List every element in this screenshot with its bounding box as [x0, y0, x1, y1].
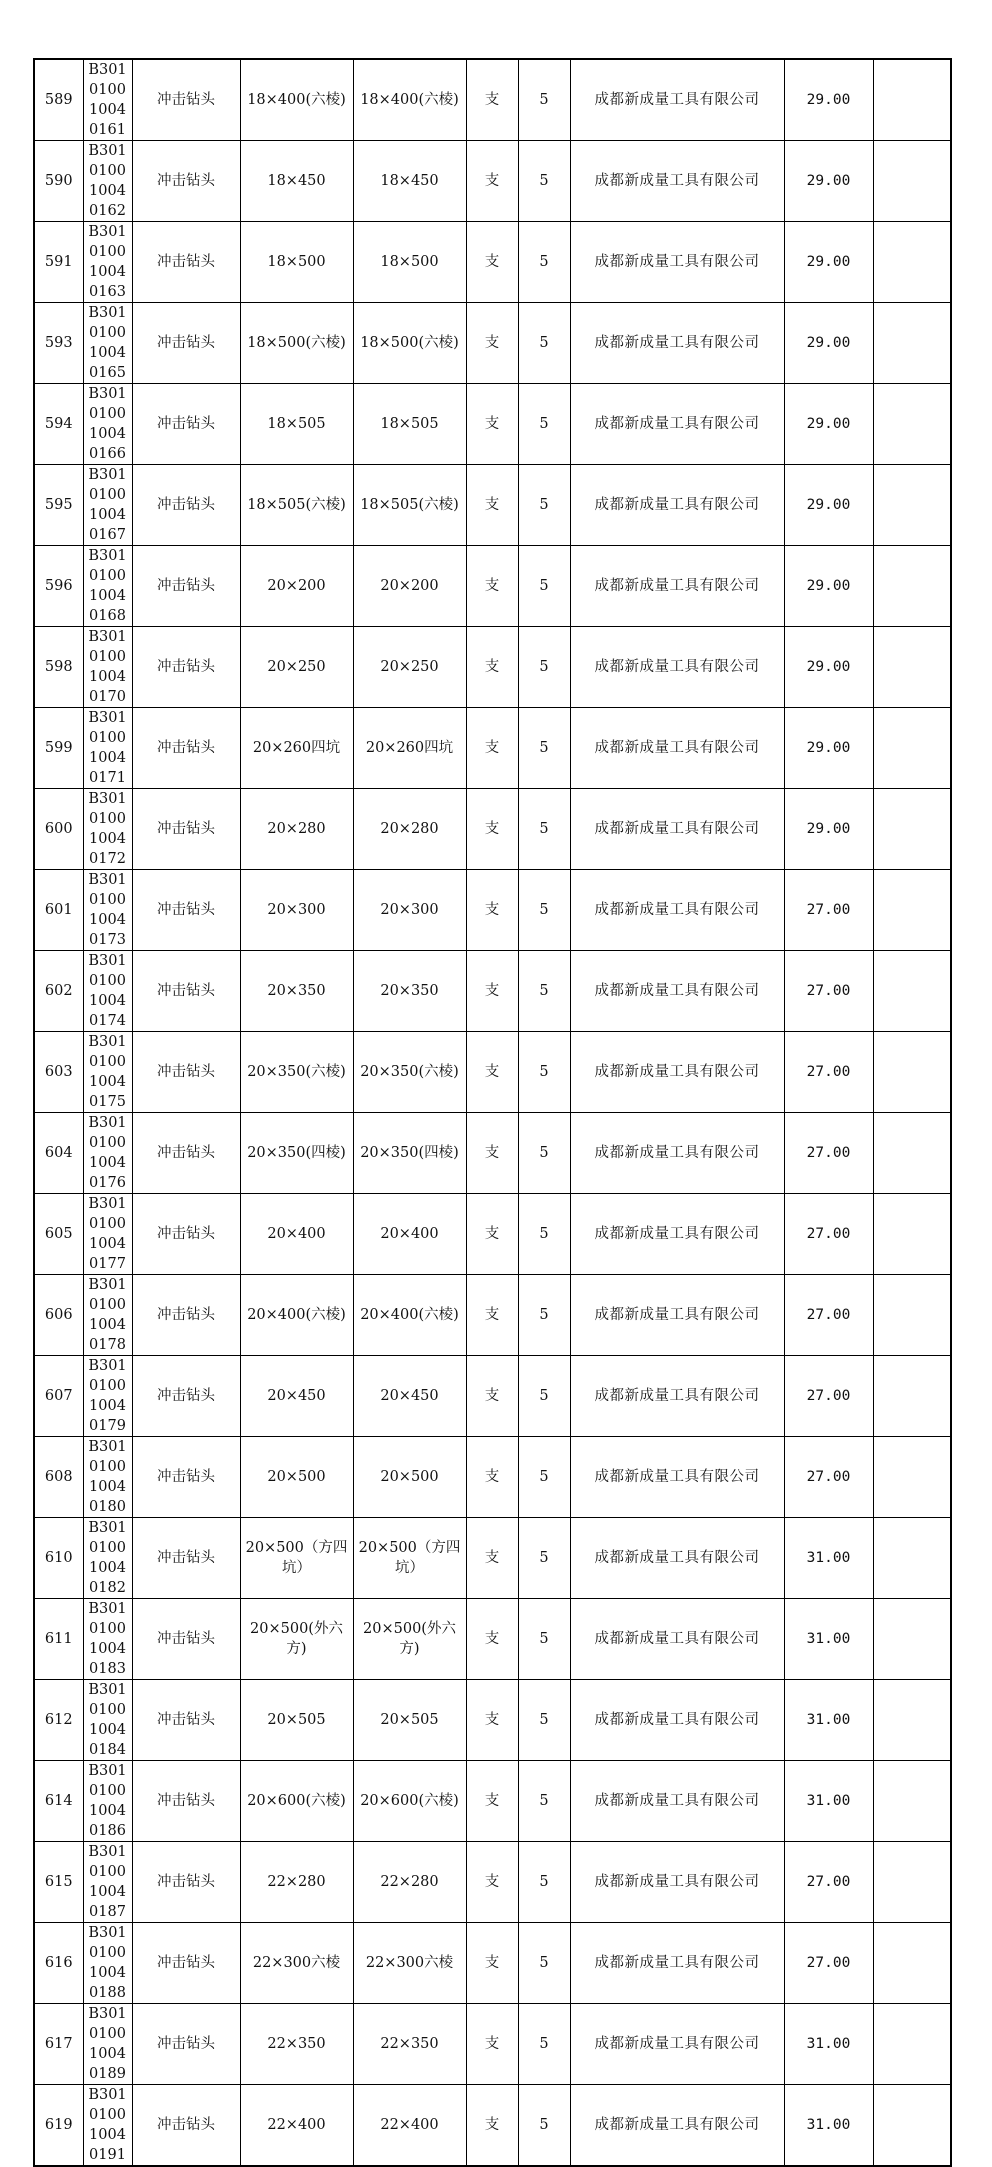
quantity-cell: 5: [518, 2004, 570, 2085]
table-row: [34, 1194, 951, 1275]
product-name-cell: 冲击钻头: [132, 1356, 240, 1437]
price-cell: 29.00: [784, 465, 873, 546]
price-cell: 29.00: [784, 708, 873, 789]
supplier-cell: 成都新成量工具有限公司: [570, 951, 784, 1032]
quantity-cell: 5: [518, 222, 570, 303]
product-name-cell: 冲击钻头: [132, 465, 240, 546]
model-cell: 20×500: [353, 1437, 466, 1518]
model-cell: 20×350: [353, 951, 466, 1032]
row-number-cell: 610: [34, 1518, 83, 1599]
row-number-cell: 601: [34, 870, 83, 951]
table-row: [34, 1275, 951, 1356]
row-number-cell: 615: [34, 1842, 83, 1923]
supplier-cell: 成都新成量工具有限公司: [570, 222, 784, 303]
supplier-cell: 成都新成量工具有限公司: [570, 546, 784, 627]
quantity-cell: 5: [518, 2085, 570, 2167]
material-code-cell: B301010010040171: [83, 708, 132, 789]
unit-cell: 支: [466, 1599, 518, 1680]
material-code-cell: B301010010040177: [83, 1194, 132, 1275]
price-cell: 29.00: [784, 141, 873, 222]
model-cell: 22×300六棱: [353, 1923, 466, 2004]
supplier-cell: 成都新成量工具有限公司: [570, 1356, 784, 1437]
material-code-cell: B301010010040187: [83, 1842, 132, 1923]
model-cell: 18×500(六棱): [353, 303, 466, 384]
table-row: [34, 546, 951, 627]
remarks-cell: [873, 1599, 951, 1680]
unit-cell: 支: [466, 1275, 518, 1356]
remarks-cell: [873, 1761, 951, 1842]
remarks-cell: [873, 951, 951, 1032]
unit-cell: 支: [466, 1842, 518, 1923]
table-row: [34, 1680, 951, 1761]
remarks-cell: [873, 1194, 951, 1275]
table-row: [34, 1599, 951, 1680]
remarks-cell: [873, 303, 951, 384]
product-name-cell: 冲击钻头: [132, 1680, 240, 1761]
supplier-cell: 成都新成量工具有限公司: [570, 2085, 784, 2167]
remarks-cell: [873, 1275, 951, 1356]
material-code-cell: B301010010040176: [83, 1113, 132, 1194]
row-number-cell: 612: [34, 1680, 83, 1761]
quantity-cell: 5: [518, 384, 570, 465]
remarks-cell: [873, 222, 951, 303]
product-name-cell: 冲击钻头: [132, 1518, 240, 1599]
material-code-cell: B301010010040182: [83, 1518, 132, 1599]
product-name-cell: 冲击钻头: [132, 303, 240, 384]
product-name-cell: 冲击钻头: [132, 870, 240, 951]
product-name-cell: 冲击钻头: [132, 1761, 240, 1842]
material-code-cell: B301010010040162: [83, 141, 132, 222]
table-row: [34, 384, 951, 465]
specification-cell: 20×500: [240, 1437, 353, 1518]
specification-cell: 20×400(六棱): [240, 1275, 353, 1356]
model-cell: 20×450: [353, 1356, 466, 1437]
material-code-cell: B301010010040180: [83, 1437, 132, 1518]
table-row: [34, 1761, 951, 1842]
material-code-cell: B301010010040189: [83, 2004, 132, 2085]
unit-cell: 支: [466, 2004, 518, 2085]
supplier-cell: 成都新成量工具有限公司: [570, 1032, 784, 1113]
price-cell: 27.00: [784, 1356, 873, 1437]
specification-cell: 20×350: [240, 951, 353, 1032]
quantity-cell: 5: [518, 1275, 570, 1356]
specification-cell: 22×350: [240, 2004, 353, 2085]
price-cell: 29.00: [784, 546, 873, 627]
specification-cell: 20×260四坑: [240, 708, 353, 789]
price-cell: 27.00: [784, 1923, 873, 2004]
unit-cell: 支: [466, 1923, 518, 2004]
quantity-cell: 5: [518, 870, 570, 951]
quantity-cell: 5: [518, 1032, 570, 1113]
unit-cell: 支: [466, 1761, 518, 1842]
price-cell: 27.00: [784, 1275, 873, 1356]
price-cell: 27.00: [784, 870, 873, 951]
row-number-cell: 591: [34, 222, 83, 303]
material-code-cell: B301010010040173: [83, 870, 132, 951]
material-code-cell: B301010010040174: [83, 951, 132, 1032]
supplier-cell: 成都新成量工具有限公司: [570, 384, 784, 465]
supplier-cell: 成都新成量工具有限公司: [570, 1437, 784, 1518]
product-name-cell: 冲击钻头: [132, 1923, 240, 2004]
remarks-cell: [873, 708, 951, 789]
product-name-cell: 冲击钻头: [132, 1842, 240, 1923]
model-cell: 20×500(外六方): [353, 1599, 466, 1680]
row-number-cell: 616: [34, 1923, 83, 2004]
specification-cell: 20×250: [240, 627, 353, 708]
model-cell: 20×280: [353, 789, 466, 870]
supplier-cell: 成都新成量工具有限公司: [570, 1518, 784, 1599]
table-row: [34, 222, 951, 303]
price-cell: 31.00: [784, 1518, 873, 1599]
material-code-cell: B301010010040175: [83, 1032, 132, 1113]
unit-cell: 支: [466, 465, 518, 546]
remarks-cell: [873, 1356, 951, 1437]
quantity-cell: 5: [518, 1842, 570, 1923]
table-row: [34, 2085, 951, 2167]
supplier-cell: 成都新成量工具有限公司: [570, 1842, 784, 1923]
remarks-cell: [873, 1923, 951, 2004]
specification-cell: 18×450: [240, 141, 353, 222]
row-number-cell: 619: [34, 2085, 83, 2167]
material-code-cell: B301010010040183: [83, 1599, 132, 1680]
quantity-cell: 5: [518, 59, 570, 141]
product-name-cell: 冲击钻头: [132, 951, 240, 1032]
product-name-cell: 冲击钻头: [132, 546, 240, 627]
remarks-cell: [873, 59, 951, 141]
unit-cell: 支: [466, 708, 518, 789]
remarks-cell: [873, 2085, 951, 2167]
unit-cell: 支: [466, 384, 518, 465]
table-row: [34, 59, 951, 141]
row-number-cell: 599: [34, 708, 83, 789]
supplier-cell: 成都新成量工具有限公司: [570, 59, 784, 141]
price-cell: 31.00: [784, 1599, 873, 1680]
specification-cell: 20×350(六棱): [240, 1032, 353, 1113]
specification-cell: 18×400(六棱): [240, 59, 353, 141]
specification-cell: 18×500: [240, 222, 353, 303]
product-name-cell: 冲击钻头: [132, 2004, 240, 2085]
unit-cell: 支: [466, 1518, 518, 1599]
supplier-cell: 成都新成量工具有限公司: [570, 1194, 784, 1275]
material-code-cell: B301010010040172: [83, 789, 132, 870]
unit-cell: 支: [466, 303, 518, 384]
unit-cell: 支: [466, 951, 518, 1032]
material-code-cell: B301010010040161: [83, 59, 132, 141]
table-row: [34, 1518, 951, 1599]
supplier-cell: 成都新成量工具有限公司: [570, 789, 784, 870]
quantity-cell: 5: [518, 708, 570, 789]
quantity-cell: 5: [518, 1923, 570, 2004]
model-cell: 18×400(六棱): [353, 59, 466, 141]
specification-cell: 20×500（方四坑）: [240, 1518, 353, 1599]
table-row: [34, 627, 951, 708]
supplier-cell: 成都新成量工具有限公司: [570, 303, 784, 384]
supplier-cell: 成都新成量工具有限公司: [570, 1680, 784, 1761]
model-cell: 18×500: [353, 222, 466, 303]
row-number-cell: 602: [34, 951, 83, 1032]
row-number-cell: 598: [34, 627, 83, 708]
specification-cell: 18×505: [240, 384, 353, 465]
material-code-cell: B301010010040188: [83, 1923, 132, 2004]
quantity-cell: 5: [518, 1194, 570, 1275]
quantity-cell: 5: [518, 1761, 570, 1842]
table-row: [34, 465, 951, 546]
table-row: [34, 1437, 951, 1518]
quantity-cell: 5: [518, 789, 570, 870]
model-cell: 18×505: [353, 384, 466, 465]
row-number-cell: 608: [34, 1437, 83, 1518]
model-cell: 20×350(四棱): [353, 1113, 466, 1194]
product-name-cell: 冲击钻头: [132, 141, 240, 222]
model-cell: 20×400: [353, 1194, 466, 1275]
unit-cell: 支: [466, 141, 518, 222]
row-number-cell: 593: [34, 303, 83, 384]
product-name-cell: 冲击钻头: [132, 789, 240, 870]
supplier-cell: 成都新成量工具有限公司: [570, 2004, 784, 2085]
supplier-cell: 成都新成量工具有限公司: [570, 708, 784, 789]
material-code-cell: B301010010040191: [83, 2085, 132, 2167]
remarks-cell: [873, 1518, 951, 1599]
product-name-cell: 冲击钻头: [132, 1599, 240, 1680]
model-cell: 20×505: [353, 1680, 466, 1761]
model-cell: 20×600(六棱): [353, 1761, 466, 1842]
model-cell: 22×350: [353, 2004, 466, 2085]
price-cell: 29.00: [784, 222, 873, 303]
price-cell: 29.00: [784, 789, 873, 870]
row-number-cell: 596: [34, 546, 83, 627]
quantity-cell: 5: [518, 1680, 570, 1761]
supplier-cell: 成都新成量工具有限公司: [570, 870, 784, 951]
price-table: [33, 58, 952, 2167]
remarks-cell: [873, 546, 951, 627]
specification-cell: 20×505: [240, 1680, 353, 1761]
specification-cell: 20×600(六棱): [240, 1761, 353, 1842]
model-cell: 20×400(六棱): [353, 1275, 466, 1356]
unit-cell: 支: [466, 59, 518, 141]
table-row: [34, 708, 951, 789]
table-row: [34, 141, 951, 222]
row-number-cell: 603: [34, 1032, 83, 1113]
unit-cell: 支: [466, 627, 518, 708]
price-cell: 31.00: [784, 2004, 873, 2085]
model-cell: 20×500（方四坑）: [353, 1518, 466, 1599]
model-cell: 20×250: [353, 627, 466, 708]
price-cell: 31.00: [784, 1761, 873, 1842]
remarks-cell: [873, 465, 951, 546]
product-name-cell: 冲击钻头: [132, 627, 240, 708]
product-name-cell: 冲击钻头: [132, 59, 240, 141]
quantity-cell: 5: [518, 627, 570, 708]
material-code-cell: B301010010040165: [83, 303, 132, 384]
specification-cell: 18×505(六棱): [240, 465, 353, 546]
supplier-cell: 成都新成量工具有限公司: [570, 1761, 784, 1842]
specification-cell: 22×400: [240, 2085, 353, 2167]
row-number-cell: 617: [34, 2004, 83, 2085]
row-number-cell: 614: [34, 1761, 83, 1842]
remarks-cell: [873, 789, 951, 870]
product-name-cell: 冲击钻头: [132, 1194, 240, 1275]
table-row: [34, 1113, 951, 1194]
quantity-cell: 5: [518, 1356, 570, 1437]
specification-cell: 20×280: [240, 789, 353, 870]
row-number-cell: 606: [34, 1275, 83, 1356]
unit-cell: 支: [466, 1032, 518, 1113]
remarks-cell: [873, 2004, 951, 2085]
quantity-cell: 5: [518, 1518, 570, 1599]
model-cell: 20×350(六棱): [353, 1032, 466, 1113]
price-cell: 27.00: [784, 1113, 873, 1194]
model-cell: 20×300: [353, 870, 466, 951]
specification-cell: 20×350(四棱): [240, 1113, 353, 1194]
quantity-cell: 5: [518, 1437, 570, 1518]
row-number-cell: 590: [34, 141, 83, 222]
row-number-cell: 611: [34, 1599, 83, 1680]
model-cell: 20×260四坑: [353, 708, 466, 789]
supplier-cell: 成都新成量工具有限公司: [570, 627, 784, 708]
product-name-cell: 冲击钻头: [132, 2085, 240, 2167]
product-name-cell: 冲击钻头: [132, 1275, 240, 1356]
unit-cell: 支: [466, 1356, 518, 1437]
remarks-cell: [873, 141, 951, 222]
material-code-cell: B301010010040163: [83, 222, 132, 303]
product-name-cell: 冲击钻头: [132, 1113, 240, 1194]
specification-cell: 22×300六棱: [240, 1923, 353, 2004]
remarks-cell: [873, 1113, 951, 1194]
unit-cell: 支: [466, 1113, 518, 1194]
supplier-cell: 成都新成量工具有限公司: [570, 1275, 784, 1356]
model-cell: 20×200: [353, 546, 466, 627]
unit-cell: 支: [466, 789, 518, 870]
quantity-cell: 5: [518, 1599, 570, 1680]
material-code-cell: B301010010040167: [83, 465, 132, 546]
supplier-cell: 成都新成量工具有限公司: [570, 465, 784, 546]
specification-cell: 20×400: [240, 1194, 353, 1275]
material-code-cell: B301010010040184: [83, 1680, 132, 1761]
row-number-cell: 600: [34, 789, 83, 870]
supplier-cell: 成都新成量工具有限公司: [570, 1599, 784, 1680]
price-cell: 29.00: [784, 303, 873, 384]
row-number-cell: 605: [34, 1194, 83, 1275]
table-row: [34, 1032, 951, 1113]
remarks-cell: [873, 1032, 951, 1113]
material-code-cell: B301010010040186: [83, 1761, 132, 1842]
remarks-cell: [873, 1842, 951, 1923]
supplier-cell: 成都新成量工具有限公司: [570, 141, 784, 222]
price-cell: 29.00: [784, 59, 873, 141]
supplier-cell: 成都新成量工具有限公司: [570, 1113, 784, 1194]
quantity-cell: 5: [518, 465, 570, 546]
row-number-cell: 595: [34, 465, 83, 546]
quantity-cell: 5: [518, 546, 570, 627]
unit-cell: 支: [466, 1437, 518, 1518]
unit-cell: 支: [466, 2085, 518, 2167]
specification-cell: 20×500(外六方): [240, 1599, 353, 1680]
price-cell: 27.00: [784, 951, 873, 1032]
specification-cell: 20×300: [240, 870, 353, 951]
unit-cell: 支: [466, 870, 518, 951]
table-row: [34, 1842, 951, 1923]
price-cell: 27.00: [784, 1842, 873, 1923]
price-cell: 31.00: [784, 2085, 873, 2167]
remarks-cell: [873, 1437, 951, 1518]
material-code-cell: B301010010040178: [83, 1275, 132, 1356]
product-name-cell: 冲击钻头: [132, 708, 240, 789]
quantity-cell: 5: [518, 303, 570, 384]
material-code-cell: B301010010040179: [83, 1356, 132, 1437]
unit-cell: 支: [466, 1194, 518, 1275]
row-number-cell: 604: [34, 1113, 83, 1194]
price-cell: 31.00: [784, 1680, 873, 1761]
quantity-cell: 5: [518, 951, 570, 1032]
table-row: [34, 1923, 951, 2004]
product-name-cell: 冲击钻头: [132, 384, 240, 465]
table-row: [34, 951, 951, 1032]
row-number-cell: 589: [34, 59, 83, 141]
model-cell: 18×450: [353, 141, 466, 222]
supplier-cell: 成都新成量工具有限公司: [570, 1923, 784, 2004]
material-code-cell: B301010010040170: [83, 627, 132, 708]
table-row: [34, 870, 951, 951]
price-cell: 29.00: [784, 384, 873, 465]
material-code-cell: B301010010040166: [83, 384, 132, 465]
unit-cell: 支: [466, 546, 518, 627]
table-row: [34, 789, 951, 870]
table-row: [34, 2004, 951, 2085]
unit-cell: 支: [466, 222, 518, 303]
material-code-cell: B301010010040168: [83, 546, 132, 627]
row-number-cell: 607: [34, 1356, 83, 1437]
table-row: [34, 1356, 951, 1437]
product-name-cell: 冲击钻头: [132, 1437, 240, 1518]
specification-cell: 22×280: [240, 1842, 353, 1923]
model-cell: 18×505(六棱): [353, 465, 466, 546]
quantity-cell: 5: [518, 141, 570, 222]
unit-cell: 支: [466, 1680, 518, 1761]
specification-cell: 20×450: [240, 1356, 353, 1437]
specification-cell: 20×200: [240, 546, 353, 627]
price-cell: 27.00: [784, 1194, 873, 1275]
row-number-cell: 594: [34, 384, 83, 465]
remarks-cell: [873, 384, 951, 465]
table-row: [34, 303, 951, 384]
model-cell: 22×280: [353, 1842, 466, 1923]
product-name-cell: 冲击钻头: [132, 1032, 240, 1113]
quantity-cell: 5: [518, 1113, 570, 1194]
product-name-cell: 冲击钻头: [132, 222, 240, 303]
price-cell: 27.00: [784, 1437, 873, 1518]
model-cell: 22×400: [353, 2085, 466, 2167]
remarks-cell: [873, 870, 951, 951]
remarks-cell: [873, 1680, 951, 1761]
price-cell: 29.00: [784, 627, 873, 708]
remarks-cell: [873, 627, 951, 708]
specification-cell: 18×500(六棱): [240, 303, 353, 384]
price-cell: 27.00: [784, 1032, 873, 1113]
